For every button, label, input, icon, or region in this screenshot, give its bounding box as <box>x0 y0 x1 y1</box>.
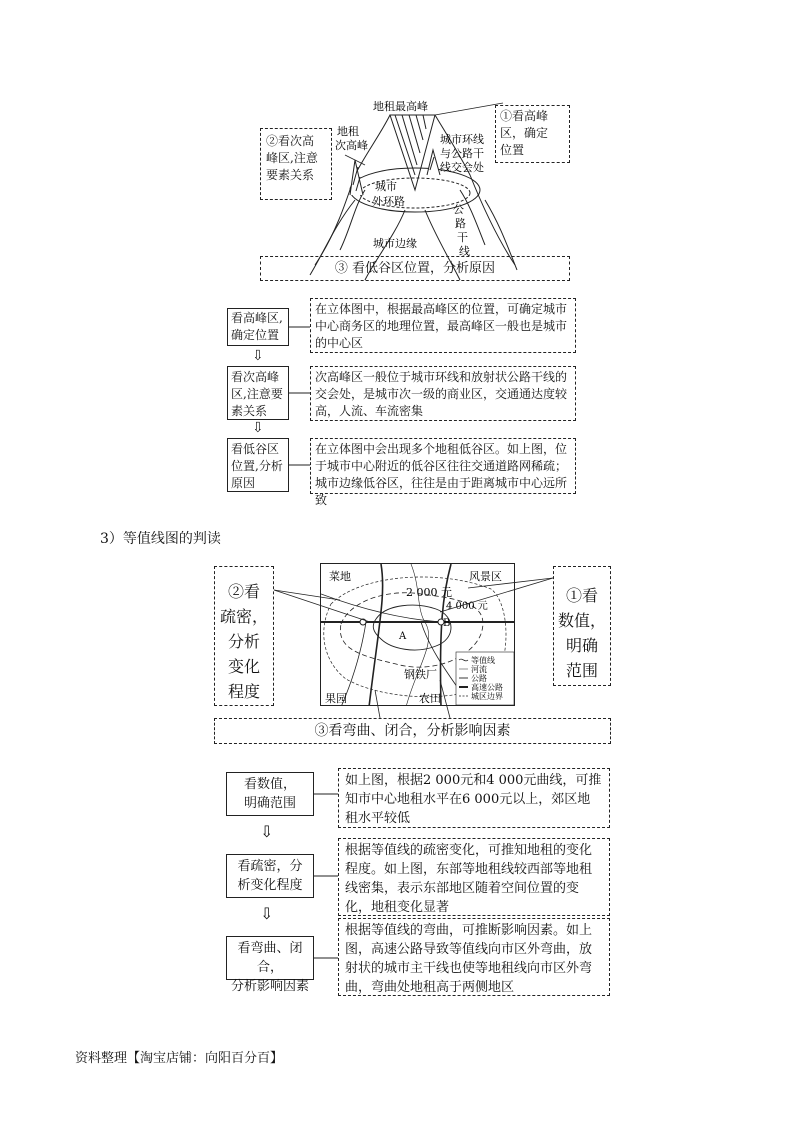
legend-river: 河流 <box>471 665 487 674</box>
callout-density: ②看 疏密， 分析 变化 程度 <box>214 566 274 706</box>
flow2-step-3: 看弯曲、闭合， 分析影响因素 <box>226 936 314 980</box>
callout-peak: ①看高峰 区，确定 位置 <box>495 105 570 163</box>
label-point-b: B <box>443 618 451 629</box>
flow2-connectors <box>222 766 612 996</box>
flow2-step-2: 看疏密，分 析变化程度 <box>226 854 314 898</box>
label-4000: 4 000 元 <box>446 601 488 612</box>
flow1-desc-2: 次高峰区一般位于城市环线和放射状公路干线的交会处，是城市次一级的商业区，交通通达度较高，人流、车流密集 <box>310 366 576 421</box>
label-orchard: 果园 <box>325 692 347 705</box>
flow1-step-3: 看低谷区 位置,分析 原因 <box>227 438 289 492</box>
label-point-a: A <box>399 631 407 642</box>
flow1-desc-1: 在立体图中，根据最高峰区的位置，可确定城市中心商务区的地理位置，最高峰区一般也是城市的中心区 <box>310 298 576 353</box>
subpeak-label-1: 地租 <box>337 125 359 138</box>
callout-bend: ③看弯曲、闭合，分析影响因素 <box>214 718 611 744</box>
legend-road: 公路 <box>471 674 487 683</box>
arrow-down-icon: ⇩ <box>252 348 264 364</box>
junction-label-2: 与公路干 <box>440 147 484 160</box>
label-farmland: 农田 <box>419 692 441 705</box>
junction-label-1: 城市环线 <box>440 133 484 146</box>
footer-note: 资料整理【淘宝店铺：向阳百分百】 <box>75 1051 284 1066</box>
legend-urban-boundary: 城区边界 <box>471 692 503 701</box>
fig2-leaders <box>0 560 800 760</box>
label-scenic: 风景区 <box>469 570 502 583</box>
highway-label-1: 公 <box>453 203 464 216</box>
edge-label: 城市边缘 <box>373 237 417 250</box>
ring-label-2: 外环路 <box>372 195 405 208</box>
arrow-down-icon: ⇩ <box>260 822 274 841</box>
highway-label-4: 线 <box>459 245 470 258</box>
flow1-desc-3: 在立体图中会出现多个地租低谷区。如上图，位于城市中心附近的低谷区往往交通道路网稀疏；城市边缘低谷区，往往是由于距离城市中心远所致 <box>310 438 576 494</box>
legend-isoline: 等值线 <box>471 656 495 665</box>
label-2000: 2 000 元 <box>406 586 452 599</box>
peak-label: 地租最高峰 <box>373 100 428 113</box>
flow2-desc-1: 如上图，根据2 000元和4 000元曲线，可推知市中心地租水平在6 000元以上，郊区地租水平较低 <box>338 768 610 828</box>
junction-label-3: 线交会处 <box>440 161 484 174</box>
callout-valley: ③ 看低谷区位置，分析原因 <box>260 256 570 281</box>
section-heading: 3）等值线图的判读 <box>100 531 221 547</box>
label-steel: 钢铁厂 <box>404 668 437 681</box>
arrow-down-icon: ⇩ <box>252 420 264 436</box>
legend-highway: 高速公路 <box>471 683 503 692</box>
arrow-down-icon: ⇩ <box>260 904 274 923</box>
highway-label-2: 路 <box>455 217 466 230</box>
highway-label-3: 干 <box>457 231 468 244</box>
callout-value: ①看 数值， 明确 范围 <box>553 566 611 686</box>
flow1-step-1: 看高峰区, 确定位置 <box>227 308 289 346</box>
callout-subpeak: ②看次高 峰区,注意 要素关系 <box>260 128 332 200</box>
label-vegetable: 菜地 <box>329 570 351 583</box>
flow2-desc-2: 根据等值线的疏密变化，可推知地租的变化程度。如上图，东部等地租线较西部等地租线密集，表示东部地区随着空间位置的变化，地租变化显著 <box>338 838 610 916</box>
flow2-step-1: 看数值， 明确范围 <box>226 772 314 816</box>
flow1-step-2: 看次高峰 区,注意要 素关系 <box>227 366 289 420</box>
flow1-connectors <box>225 296 577 496</box>
subpeak-label-2: 次高峰 <box>335 139 368 152</box>
flow2 <box>222 766 612 996</box>
ring-label-1: 城市 <box>375 180 397 193</box>
flow2-desc-3: 根据等值线的弯曲，可推断影响因素。如上图，高速公路导致等值线向市区外弯曲，放射状的城市主干线也使等地租线向市区外弯曲，弯曲处地租高于两侧地区 <box>338 918 610 996</box>
flow1 <box>225 296 577 507</box>
